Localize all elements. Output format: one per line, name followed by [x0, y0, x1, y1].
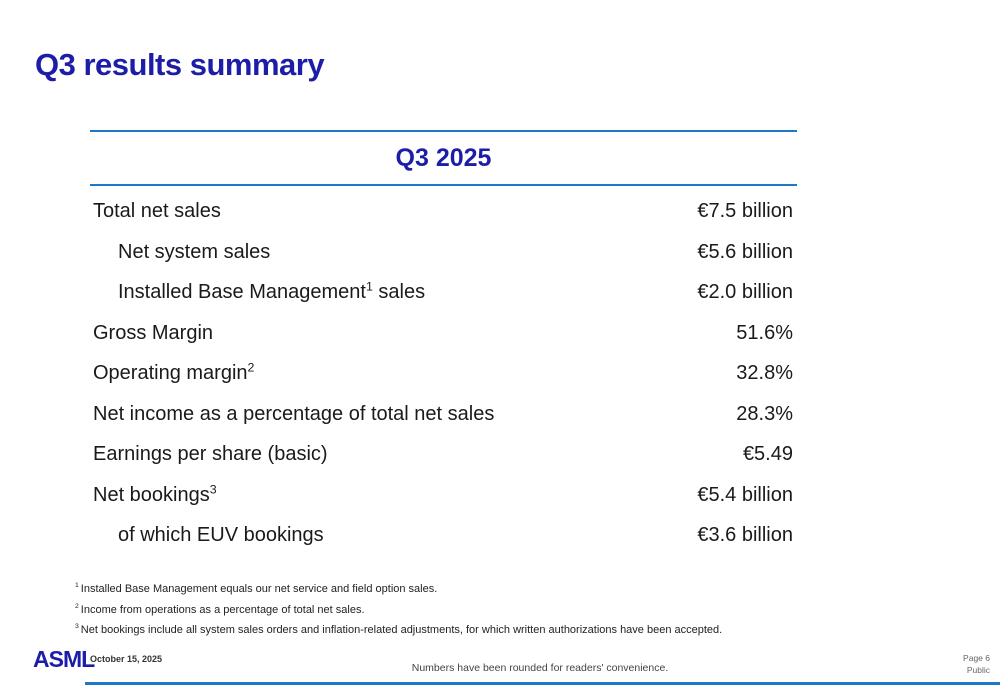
footnote-sup: 2 — [75, 602, 79, 610]
row-value: €5.6 billion — [697, 240, 793, 263]
classification-label: Public — [966, 665, 990, 675]
asml-logo: ASML — [33, 646, 95, 672]
row-label — [90, 434, 328, 475]
footnote-text: Installed Base Management equals our net service and field option sales. — [80, 583, 438, 595]
row-label-text: Operating margin — [93, 362, 248, 384]
table-row — [90, 475, 797, 516]
table-row — [90, 313, 797, 354]
footnote-text: Net bookings include all system sales orders and inflation-related adjustments, for which written authorizations have been accepted. — [80, 624, 723, 636]
page-number: Page 6 — [963, 653, 990, 663]
footer-date: October 15, 2025 — [90, 654, 163, 664]
footer-rounding-note: Numbers have been rounded for readers' convenience. — [411, 662, 669, 674]
row-value: €5.49 — [742, 443, 793, 465]
footnote-sup: 3 — [75, 623, 79, 631]
row-label-sup: 1 — [365, 279, 373, 294]
row-label-text: Net bookings — [93, 483, 210, 506]
row-label-text: Earnings per share (basic) — [93, 443, 328, 465]
row-label — [90, 313, 213, 354]
row-value: €7.5 billion — [697, 200, 793, 222]
row-label — [90, 191, 221, 232]
row-label-text: Net system sales — [118, 240, 271, 263]
row-label — [90, 515, 324, 556]
row-label — [90, 394, 494, 435]
row-label-text: Gross Margin — [93, 321, 214, 344]
table-row — [90, 191, 797, 232]
table-row — [90, 272, 797, 313]
results-table — [90, 130, 797, 556]
row-value: 32.8% — [736, 362, 793, 384]
table-row — [90, 232, 797, 273]
row-value: €2.0 billion — [697, 281, 793, 303]
page-title: Q3 results summary — [35, 47, 325, 82]
row-label-sup: 2 — [247, 360, 255, 375]
row-label — [90, 475, 217, 516]
footnote — [75, 620, 722, 641]
row-label — [90, 232, 270, 273]
table-header-q3-2025: Q3 2025 — [395, 144, 492, 172]
row-label — [90, 272, 425, 313]
row-label-suffix: sales — [372, 281, 426, 303]
footnote-text: Income from operations as a percentage of total net sales. — [80, 603, 365, 616]
row-value: €5.4 billion — [697, 483, 793, 506]
row-label — [90, 353, 254, 394]
row-label-text: Total net sales — [93, 200, 221, 222]
row-label-text: of which EUV bookings — [118, 524, 324, 546]
row-label-text: Net income as a percentage of total net sales — [93, 402, 495, 425]
table-row — [90, 353, 797, 394]
table-row — [90, 394, 797, 435]
footnote — [75, 600, 722, 621]
row-label-sup: 3 — [209, 481, 217, 496]
row-label-text: Installed Base Management — [118, 281, 366, 303]
table-row — [90, 434, 797, 475]
row-value: €3.6 billion — [697, 524, 793, 546]
table-row — [90, 515, 797, 556]
row-value: 28.3% — [736, 402, 793, 425]
footnote-sup: 1 — [75, 582, 79, 590]
footnotes — [75, 579, 722, 641]
row-value: 51.6% — [736, 321, 793, 344]
footnote — [75, 579, 722, 600]
table-rows — [90, 186, 797, 556]
